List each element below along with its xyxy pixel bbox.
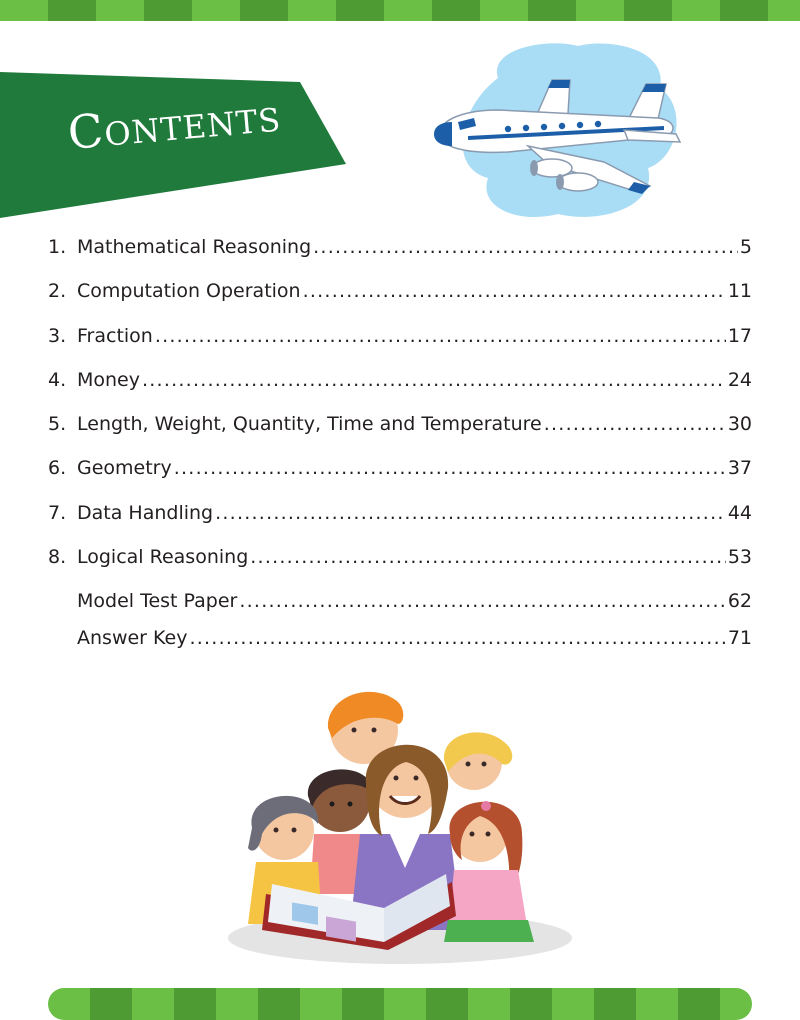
toc-title: Answer Key bbox=[77, 627, 188, 650]
dot-leader bbox=[155, 321, 726, 351]
toc-number: 5. bbox=[48, 413, 67, 436]
teacher-reading-children-illustration-icon bbox=[222, 684, 578, 966]
toc-row[interactable] bbox=[48, 232, 752, 276]
dot-leader bbox=[215, 498, 726, 528]
table-of-contents bbox=[48, 232, 752, 660]
dot-leader bbox=[189, 623, 725, 653]
toc-page-number: 53 bbox=[727, 546, 752, 569]
toc-page-number: 37 bbox=[727, 457, 752, 480]
toc-page-number: 62 bbox=[727, 590, 752, 613]
toc-page-number: 11 bbox=[727, 280, 752, 303]
toc-row[interactable] bbox=[48, 586, 752, 623]
toc-title: Logical Reasoning bbox=[77, 546, 249, 569]
toc-page-number: 44 bbox=[727, 501, 752, 524]
toc-number: 3. bbox=[48, 324, 67, 347]
toc-row[interactable] bbox=[48, 276, 752, 320]
dot-leader bbox=[303, 276, 726, 306]
dot-leader bbox=[544, 409, 726, 439]
airplane-illustration-icon bbox=[428, 38, 690, 224]
toc-page-number: 71 bbox=[727, 627, 752, 650]
dot-leader bbox=[313, 232, 738, 262]
toc-row[interactable] bbox=[48, 498, 752, 542]
toc-title: Length, Weight, Quantity, Time and Temperature bbox=[77, 413, 542, 436]
toc-page-number: 24 bbox=[727, 368, 752, 391]
toc-row[interactable] bbox=[48, 542, 752, 586]
toc-number: 4. bbox=[48, 368, 67, 391]
toc-page-number: 17 bbox=[727, 324, 752, 347]
toc-page-number: 30 bbox=[727, 413, 752, 436]
toc-number: 1. bbox=[48, 236, 67, 258]
dot-leader bbox=[250, 542, 726, 572]
toc-title: Money bbox=[77, 368, 140, 391]
toc-row[interactable] bbox=[48, 409, 752, 453]
toc-title: Fraction bbox=[77, 324, 153, 347]
toc-number: 7. bbox=[48, 501, 67, 524]
dot-leader bbox=[174, 453, 726, 483]
toc-row[interactable] bbox=[48, 365, 752, 409]
toc-number: 6. bbox=[48, 457, 67, 480]
page-title: Contents bbox=[65, 87, 283, 160]
dot-leader bbox=[239, 586, 725, 616]
toc-row[interactable] bbox=[48, 623, 752, 660]
toc-page-number: 5 bbox=[739, 236, 752, 258]
toc-row[interactable] bbox=[48, 453, 752, 497]
toc-title: Data Handling bbox=[77, 501, 214, 524]
toc-title: Model Test Paper bbox=[77, 590, 238, 613]
toc-number: 2. bbox=[48, 280, 67, 303]
toc-title: Mathematical Reasoning bbox=[77, 236, 312, 258]
top-striped-border bbox=[0, 0, 800, 21]
toc-row[interactable] bbox=[48, 321, 752, 365]
bottom-striped-bar bbox=[48, 988, 752, 1020]
dot-leader bbox=[142, 365, 726, 395]
toc-title: Geometry bbox=[77, 457, 172, 480]
toc-number: 8. bbox=[48, 546, 67, 569]
toc-title: Computation Operation bbox=[77, 280, 301, 303]
